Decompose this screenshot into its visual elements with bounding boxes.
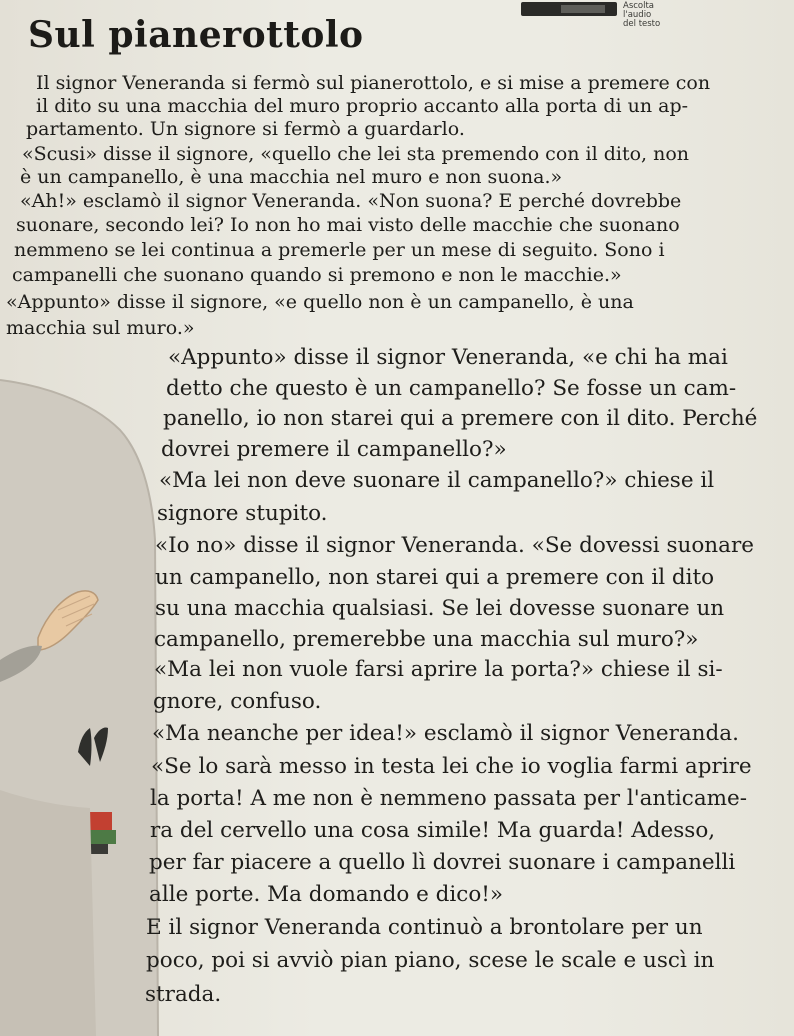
text-line: Il signor Veneranda si fermò sul pianerottolo, e si mise a premere con: [36, 72, 711, 94]
text-line: il dito su una macchia del muro proprio accanto alla porta di un ap-: [36, 95, 689, 117]
illustration-man-with-raised-hand: [0, 360, 160, 1036]
text-line: E il signor Veneranda continuò a brontolare per un: [146, 915, 703, 940]
text-line: «Appunto» disse il signor Veneranda, «e chi ha mai: [168, 345, 728, 370]
text-line: «Scusi» disse il signore, «quello che lei sta premendo con il dito, non: [22, 143, 690, 165]
text-line: ra del cervello una cosa simile! Ma guarda! Adesso,: [150, 818, 716, 843]
text-line: nemmeno se lei continua a premerle per un mese di seguito. Sono i: [14, 239, 665, 261]
text-line: «Se lo sarà messo in testa lei che io voglia farmi aprire: [151, 754, 752, 779]
page-title: Sul pianerottolo: [28, 14, 364, 56]
text-line: «Ma neanche per idea!» esclamò il signor Veneranda.: [152, 721, 739, 746]
text-line: per far piacere a quello lì dovrei suonare i campanelli: [149, 850, 736, 875]
text-line: «Ah!» esclamò il signor Veneranda. «Non suona? E perché dovrebbe: [20, 190, 682, 212]
text-line: strada.: [145, 982, 222, 1007]
text-line: panello, io non starei qui a premere con il dito. Perché: [163, 406, 758, 431]
audio-label-line: del testo: [623, 19, 661, 29]
text-line: un campanello, non starei qui a premere con il dito: [155, 565, 715, 590]
text-line: signore stupito.: [157, 501, 328, 526]
text-line: su una macchia qualsiasi. Se lei dovesse suonare un: [155, 596, 725, 621]
text-line: macchia sul muro.»: [6, 317, 195, 339]
text-line: «Ma lei non deve suonare il campanello?» chiese il: [159, 468, 715, 493]
text-line: la porta! A me non è nemmeno passata per l'anticame-: [150, 786, 748, 811]
text-line: detto che questo è un campanello? Se fosse un cam-: [166, 376, 737, 401]
text-line: «Appunto» disse il signore, «e quello non è un campanello, è una: [6, 291, 634, 313]
text-line: «Ma lei non vuole farsi aprire la porta?» chiese il si-: [154, 657, 723, 682]
audio-waveform-icon[interactable]: [521, 2, 617, 16]
text-line: poco, poi si avviò pian piano, scese le scale e uscì in: [146, 948, 715, 973]
text-line: alle porte. Ma domando e dico!»: [149, 882, 504, 907]
text-line: campanello, premerebbe una macchia sul muro?»: [154, 627, 699, 652]
text-line: suonare, secondo lei? Io non ho mai visto delle macchie che suonano: [16, 214, 680, 236]
text-line: gnore, confuso.: [153, 689, 322, 714]
audio-player[interactable]: [521, 2, 660, 29]
text-line: dovrei premere il campanello?»: [161, 437, 507, 462]
audio-label-line: Ascolta: [623, 1, 655, 11]
text-line: partamento. Un signore si fermò a guardarlo.: [26, 118, 465, 140]
audio-label-line: l'audio: [623, 10, 652, 20]
text-line: è un campanello, è una macchia nel muro e non suona.»: [20, 166, 563, 188]
text-line: «Io no» disse il signor Veneranda. «Se dovessi suonare: [155, 533, 754, 558]
audio-label: [623, 2, 660, 29]
text-line: campanelli che suonano quando si premono e non le macchie.»: [12, 264, 622, 286]
